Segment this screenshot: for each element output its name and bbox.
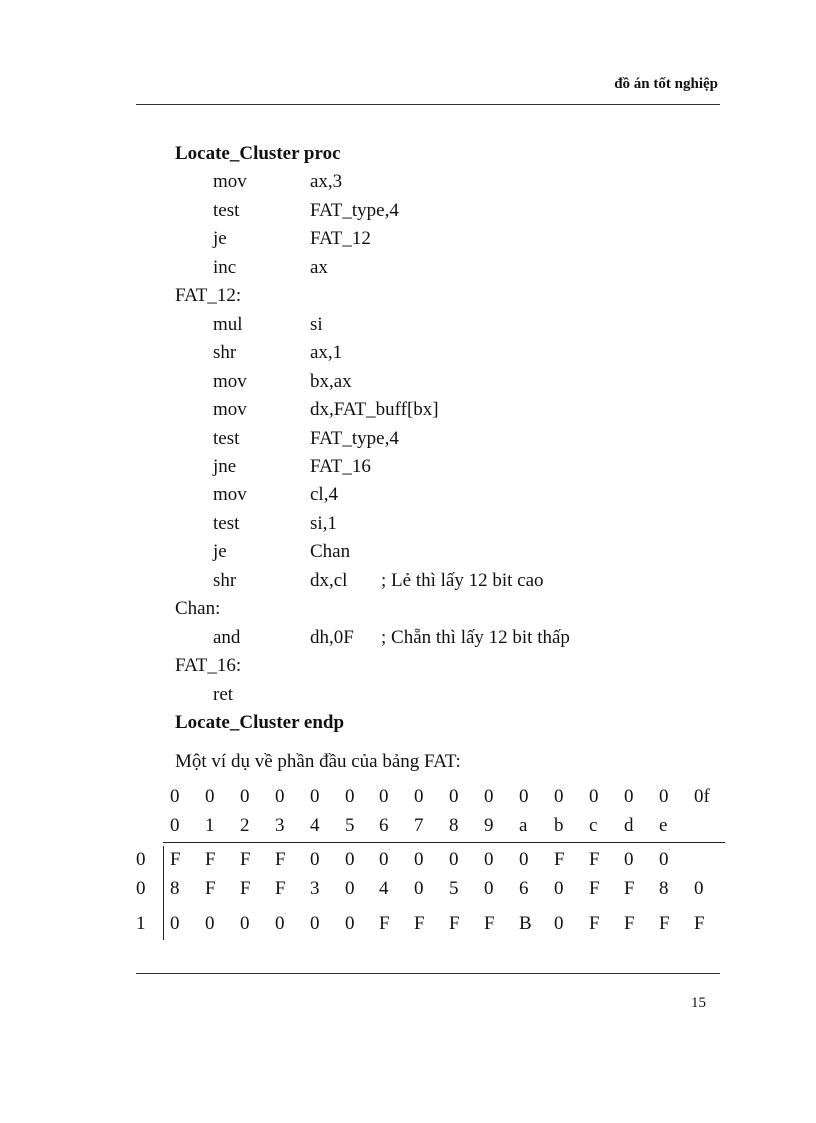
code-arg: ax,1 (310, 342, 343, 363)
proc-start-line: Locate_Cluster proc (175, 143, 341, 164)
table-header-cell: 6 (379, 815, 389, 836)
table-cell: 0 (484, 878, 494, 899)
table-header-cell: 0 (345, 786, 355, 807)
code-comment: ; Chẵn thì lấy 12 bit thấp (381, 627, 570, 648)
code-op: inc (213, 257, 237, 278)
code-comment: ; Lẻ thì lấy 12 bit cao (381, 570, 544, 591)
table-cell: F (240, 849, 251, 870)
table-header-cell: 5 (345, 815, 355, 836)
table-cell: F (624, 878, 635, 899)
table-top-rule (163, 842, 725, 843)
table-cell: F (589, 913, 600, 934)
code-arg: dx,FAT_buff[bx] (310, 399, 439, 420)
code-op: mov (213, 484, 247, 505)
table-header-cell: 0 (379, 786, 389, 807)
code-op: mul (213, 314, 243, 335)
table-header-cell: 0f (694, 786, 710, 807)
proc-end-line: Locate_Cluster endp (175, 712, 345, 733)
table-cell: 0 (414, 878, 424, 899)
code-op: mov (213, 399, 247, 420)
table-header-cell: 0 (275, 786, 285, 807)
table-header-cell: 0 (484, 786, 494, 807)
table-cell: F (624, 913, 635, 934)
code-arg: cl,4 (310, 484, 338, 505)
code-arg: FAT_12 (310, 228, 371, 249)
code-arg: bx,ax (310, 371, 352, 392)
code-op: je (213, 228, 227, 249)
table-cell: 3 (310, 878, 320, 899)
table-header-cell: 4 (310, 815, 320, 836)
table-cell: 0 (519, 849, 529, 870)
table-cell: 6 (519, 878, 529, 899)
table-header-cell: 0 (170, 786, 180, 807)
page-header-title: đồ án tốt nghiệp (614, 76, 718, 92)
table-cell: 5 (449, 878, 459, 899)
table-cell: 0 (414, 849, 424, 870)
table-cell: 0 (484, 849, 494, 870)
table-row-label: 0 (136, 849, 146, 870)
table-header-cell: 0 (414, 786, 424, 807)
code-op: mov (213, 171, 247, 192)
code-op: shr (213, 342, 237, 363)
table-cell: 0 (170, 913, 180, 934)
code-arg: si,1 (310, 513, 337, 534)
code-arg: dh,0F (310, 627, 354, 648)
table-header-cell: 0 (205, 786, 215, 807)
code-op: mov (213, 371, 247, 392)
table-cell: F (205, 878, 216, 899)
code-arg: si (310, 314, 323, 335)
table-header-cell: 0 (310, 786, 320, 807)
table-header-cell: d (624, 815, 634, 836)
table-cell: 0 (310, 849, 320, 870)
table-cell: F (275, 878, 286, 899)
table-header-cell: 7 (414, 815, 424, 836)
page-number: 15 (691, 995, 706, 1011)
code-arg: Chan (310, 541, 351, 562)
table-cell: F (170, 849, 181, 870)
table-header-cell: 0 (519, 786, 529, 807)
code-arg: dx,cl (310, 570, 348, 591)
table-header-cell: b (554, 815, 564, 836)
table-cell: 0 (345, 849, 355, 870)
table-header-cell: 2 (240, 815, 250, 836)
table-cell: 0 (694, 878, 704, 899)
code-arg: FAT_type,4 (310, 200, 399, 221)
table-header-cell: 0 (659, 786, 669, 807)
code-arg: FAT_type,4 (310, 428, 399, 449)
table-cell: 0 (310, 913, 320, 934)
table-header-cell: 0 (240, 786, 250, 807)
table-cell: F (659, 913, 670, 934)
table-cell: F (484, 913, 495, 934)
table-cell: 8 (170, 878, 180, 899)
example-caption: Một ví dụ về phần đầu của bảng FAT: (175, 751, 461, 772)
table-cell: F (554, 849, 565, 870)
table-header-cell: 0 (589, 786, 599, 807)
table-cell: F (694, 913, 705, 934)
table-cell: 0 (554, 913, 564, 934)
table-cell: F (205, 849, 216, 870)
table-cell: F (414, 913, 425, 934)
table-row-label: 0 (136, 878, 146, 899)
footer-rule (136, 973, 720, 974)
code-op: shr (213, 570, 237, 591)
table-cell: F (275, 849, 286, 870)
code-op: jne (213, 456, 237, 477)
code-op: test (213, 200, 240, 221)
table-header-cell: 0 (170, 815, 180, 836)
code-op: je (213, 541, 227, 562)
table-cell: 0 (345, 878, 355, 899)
table-cell: 0 (554, 878, 564, 899)
table-cell: F (589, 878, 600, 899)
table-cell: F (589, 849, 600, 870)
code-arg: ax (310, 257, 328, 278)
table-cell: 4 (379, 878, 389, 899)
table-cell: 0 (205, 913, 215, 934)
table-header-cell: 3 (275, 815, 285, 836)
table-header-cell: 0 (624, 786, 634, 807)
table-header-cell: e (659, 815, 668, 836)
code-op: test (213, 513, 240, 534)
code-arg: FAT_16 (310, 456, 371, 477)
table-cell: B (519, 913, 532, 934)
code-op: test (213, 428, 240, 449)
table-cell: 0 (624, 849, 634, 870)
table-header-cell: 9 (484, 815, 494, 836)
code-arg: ax,3 (310, 171, 343, 192)
table-row-label: 1 (136, 913, 146, 934)
table-cell: 0 (345, 913, 355, 934)
code-op: and (213, 627, 241, 648)
table-cell: 0 (379, 849, 389, 870)
table-header-cell: 1 (205, 815, 215, 836)
code-label: Chan: (175, 598, 221, 619)
table-header-cell: 0 (449, 786, 459, 807)
table-cell: 0 (449, 849, 459, 870)
table-cell: F (379, 913, 390, 934)
table-cell: F (449, 913, 460, 934)
code-label: FAT_16: (175, 655, 242, 676)
table-left-rule (163, 846, 164, 940)
table-header-cell: a (519, 815, 528, 836)
code-op: ret (213, 684, 234, 705)
table-header-cell: 0 (554, 786, 564, 807)
table-header-cell: c (589, 815, 598, 836)
table-cell: 0 (240, 913, 250, 934)
code-label: FAT_12: (175, 285, 242, 306)
table-cell: 0 (275, 913, 285, 934)
table-cell: 8 (659, 878, 669, 899)
table-header-cell: 8 (449, 815, 459, 836)
table-cell: 0 (659, 849, 669, 870)
table-cell: F (240, 878, 251, 899)
header-rule (136, 104, 720, 105)
